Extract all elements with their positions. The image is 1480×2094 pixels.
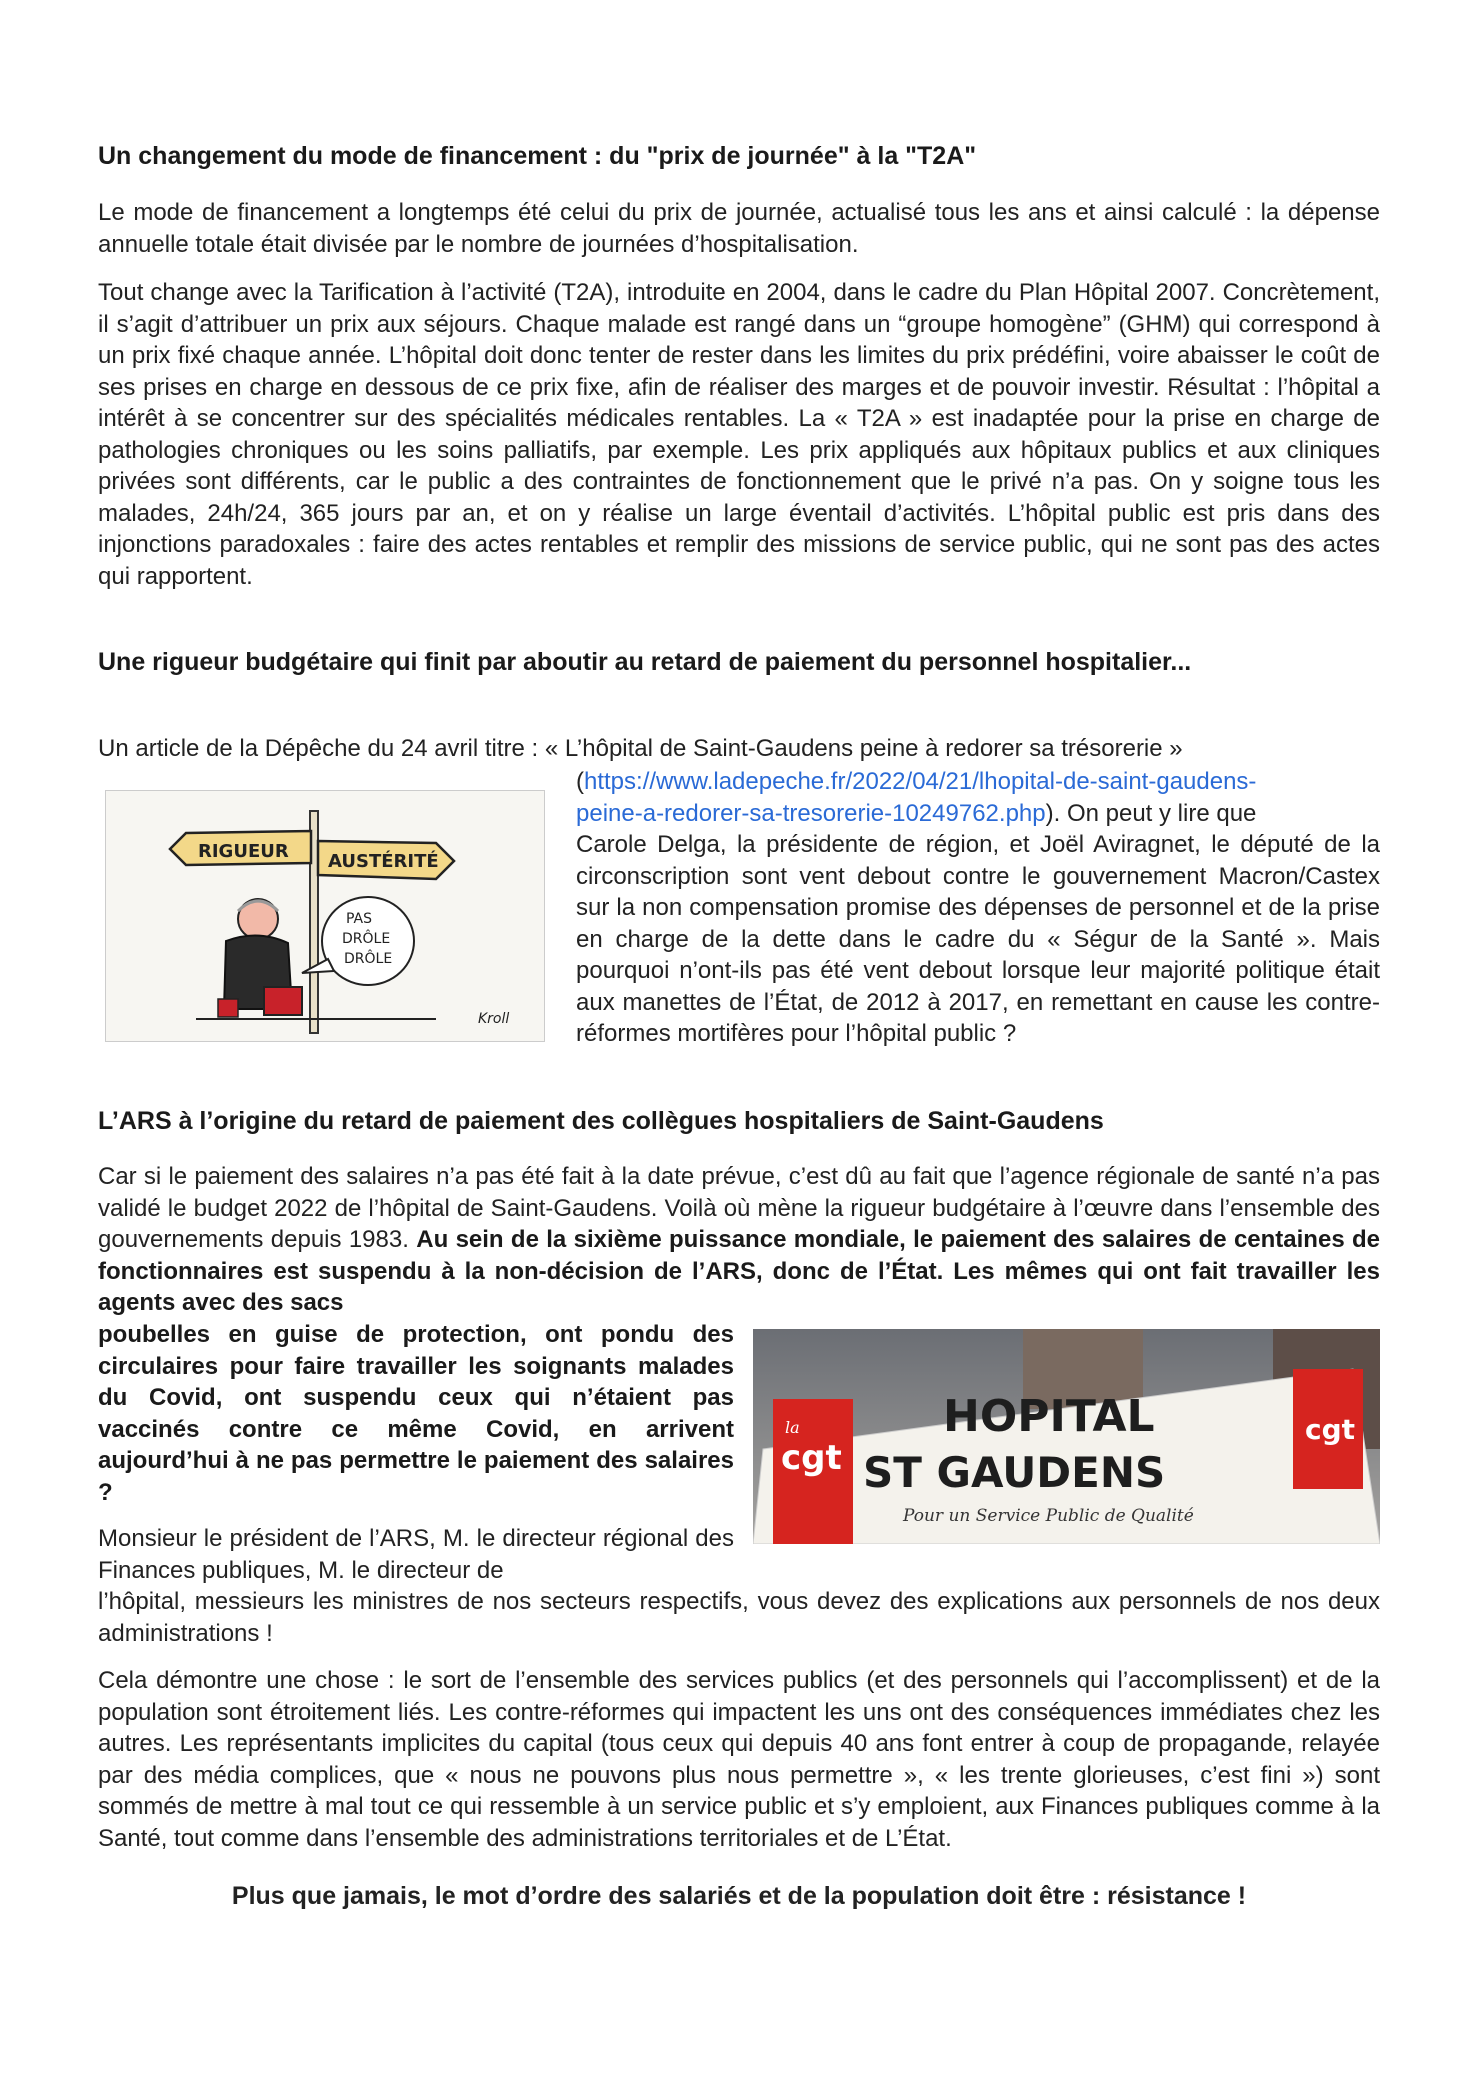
section-heading-rigueur: Une rigueur budgétaire qui finit par aboutir au retard de paiement du personnel hospitalier...	[98, 648, 1192, 676]
article-link-line-1	[576, 766, 1380, 798]
section-heading-financement: Un changement du mode de financement : du "prix de journée" à la "T2A"	[98, 142, 977, 170]
banner-text-hopital: HOPITAL	[943, 1391, 1155, 1442]
section-heading-ars: L’ARS à l’origine du retard de paiement des collègues hospitaliers de Saint-Gaudens	[98, 1107, 1104, 1135]
cartoon-bubble-line3: DRÔLE	[344, 951, 393, 967]
paragraph-conclusion: Cela démontre une chose : le sort de l’ensemble des services publics (et des personnels qui l’accomplissent) et de la population sont étroitement liés. Les contre-réformes qui impactent les uns ont des conséquences immédiates chez les autres. Les représentants implicites du capital (tous ceux qui depuis 40 ans font entrer à coup de propagande, relayée par des média complices, que « nous ne pouvons plus nous permettre », « les trente glorieuses, c’est fini ») sont sommés de mettre à mal tout ce qui ressemble à un service public et s’y emploient, aux Finances publiques comme à la Santé, tout comme dans l’ensemble des administrations territoriales et de L’État.	[98, 1667, 1380, 1852]
banner-logo-left: cgt	[781, 1438, 842, 1478]
after-link-text: ). On peut y lire que	[1045, 799, 1257, 827]
article-link-line-2	[576, 798, 1380, 830]
banner-text-slogan: Pour un Service Public de Qualité	[903, 1506, 1194, 1526]
paragraph-prix-de-journee: Le mode de financement a longtemps été celui du prix de journée, actualisé tous les ans et ainsi calculé : la dépense annuelle totale était divisée par le nombre de journées d’hospitalisation.	[98, 199, 1380, 258]
ars-normal-text: Car si le paiement des salaires n’a pas été fait à la date prévue, c’est dû au fait que l’agence régionale de santé n’a pas validé le budget 2022 de l’hôpital de Saint-Gaudens. Voilà où mène la rigueur budgétaire à l’œuvre dans l’ensemble des gouvernements depuis 1983.	[98, 1163, 1380, 1253]
paragraph-ars-bold-continued	[98, 1319, 734, 1508]
paragraph-explanations-part2: l’hôpital, messieurs les ministres de nos secteurs respectifs, vous devez des explications aux personnels de nos deux administrations !	[98, 1588, 1380, 1647]
cartoon-signature: Kroll	[478, 1011, 510, 1027]
banner-text-st-gaudens: ST GAUDENS	[863, 1448, 1166, 1497]
cartoon-bubble-line1: PAS	[346, 911, 373, 927]
article-link-part2[interactable]: peine-a-redorer-sa-tresorerie-10249762.php	[576, 799, 1046, 827]
cartoon-sign-right: AUSTÉRITÉ	[328, 851, 439, 872]
banner-photo	[753, 1329, 1380, 1544]
banner-logo-small-left: la	[785, 1418, 800, 1437]
banner-logo-right: cgt	[1305, 1413, 1356, 1446]
open-parenthesis: (	[576, 768, 584, 795]
ars-bold-continued-text: poubelles en guise de protection, ont pondu des circulaires pour faire travailler les soignants malades du Covid, ont suspendu ceux qui n’étaient pas vaccinés contre ce même Covid, en arrivent aujourd’hui à ne pas permettre le paiement des salaires ?	[98, 1321, 734, 1506]
cartoon-sign-left: RIGUEUR	[198, 841, 289, 862]
paragraph-t2a: Tout change avec la Tarification à l’activité (T2A), introduite en 2004, dans le cadre du Plan Hôpital 2007. Concrètement, il s’agit d’attribuer un prix aux séjours. Chaque malade est rangé dans un “groupe homogène” (GHM) qui correspond à un prix fixé chaque année. L’hôpital doit donc tenter de rester dans les limites du prix prédéfini, voire abaisser le coût de ses prises en charge en dessous de ce prix fixe, afin de réaliser des marges et de pouvoir investir. Résultat : l’hôpital a intérêt à se concentrer sur des spécialités médicales rentables. La « T2A » est inadaptée pour la prise en charge de pathologies chroniques ou les soins palliatifs, par exemple. Les prix appliqués aux hôpitaux publics et aux cliniques privées sont différents, car le public a des contraintes de fonctionnement que le privé n’a pas. On y soigne tous les malades, 24h/24, 365 jours par an, et on y réalise un large éventail d’activités. L’hôpital public est pris dans des injonctions paradoxales : faire des actes rentables et remplir des missions de service public, qui ne sont pas des actes qui rapportent.	[98, 279, 1380, 590]
article-link-part1[interactable]: https://www.ladepeche.fr/2022/04/21/lhopital-de-saint-gaudens-	[584, 768, 1257, 795]
paragraph-article-intro: Un article de la Dépêche du 24 avril titre : « L’hôpital de Saint-Gaudens peine à redorer sa trésorerie »	[98, 735, 1183, 762]
cartoon-image	[105, 790, 545, 1042]
cartoon-drawing	[106, 791, 544, 1041]
paragraph-explanations-part1: Monsieur le président de l’ARS, M. le directeur régional des Finances publiques, M. le directeur de	[98, 1525, 734, 1584]
article-paragraph-block	[576, 766, 1380, 1050]
paragraph-ars-budget	[98, 1161, 1380, 1319]
cartoon-bubble-line2: DRÔLE	[342, 931, 391, 947]
banner-photo-drawing	[753, 1329, 1380, 1544]
ars-bold-text: Au sein de la sixième puissance mondiale, le paiement des salaires de centaines de fonctionnaires est suspendu à la non-décision de l’ARS, donc de l’État. Les mêmes qui ont fait travailler les agents avec des sacs	[98, 1226, 1381, 1316]
closing-statement: Plus que jamais, le mot d’ordre des salariés et de la population doit être : résistance !	[231, 1882, 1247, 1910]
paragraph-delga-aviragnet: Carole Delga, la présidente de région, et Joël Aviragnet, le député de la circonscription sont vent debout contre le gouvernement Macron/Castex sur la non compensation promise des dépenses de personnel et de la prise en charge de la dette dans le cadre du « Ségur de la Santé ». Mais pourquoi n’ont-ils pas été vent debout lorsque leur majorité politique était aux manettes de l’État, de 2012 à 2017, en remettant en cause les contre-réformes mortifères pour l’hôpital public ?	[576, 831, 1380, 1047]
